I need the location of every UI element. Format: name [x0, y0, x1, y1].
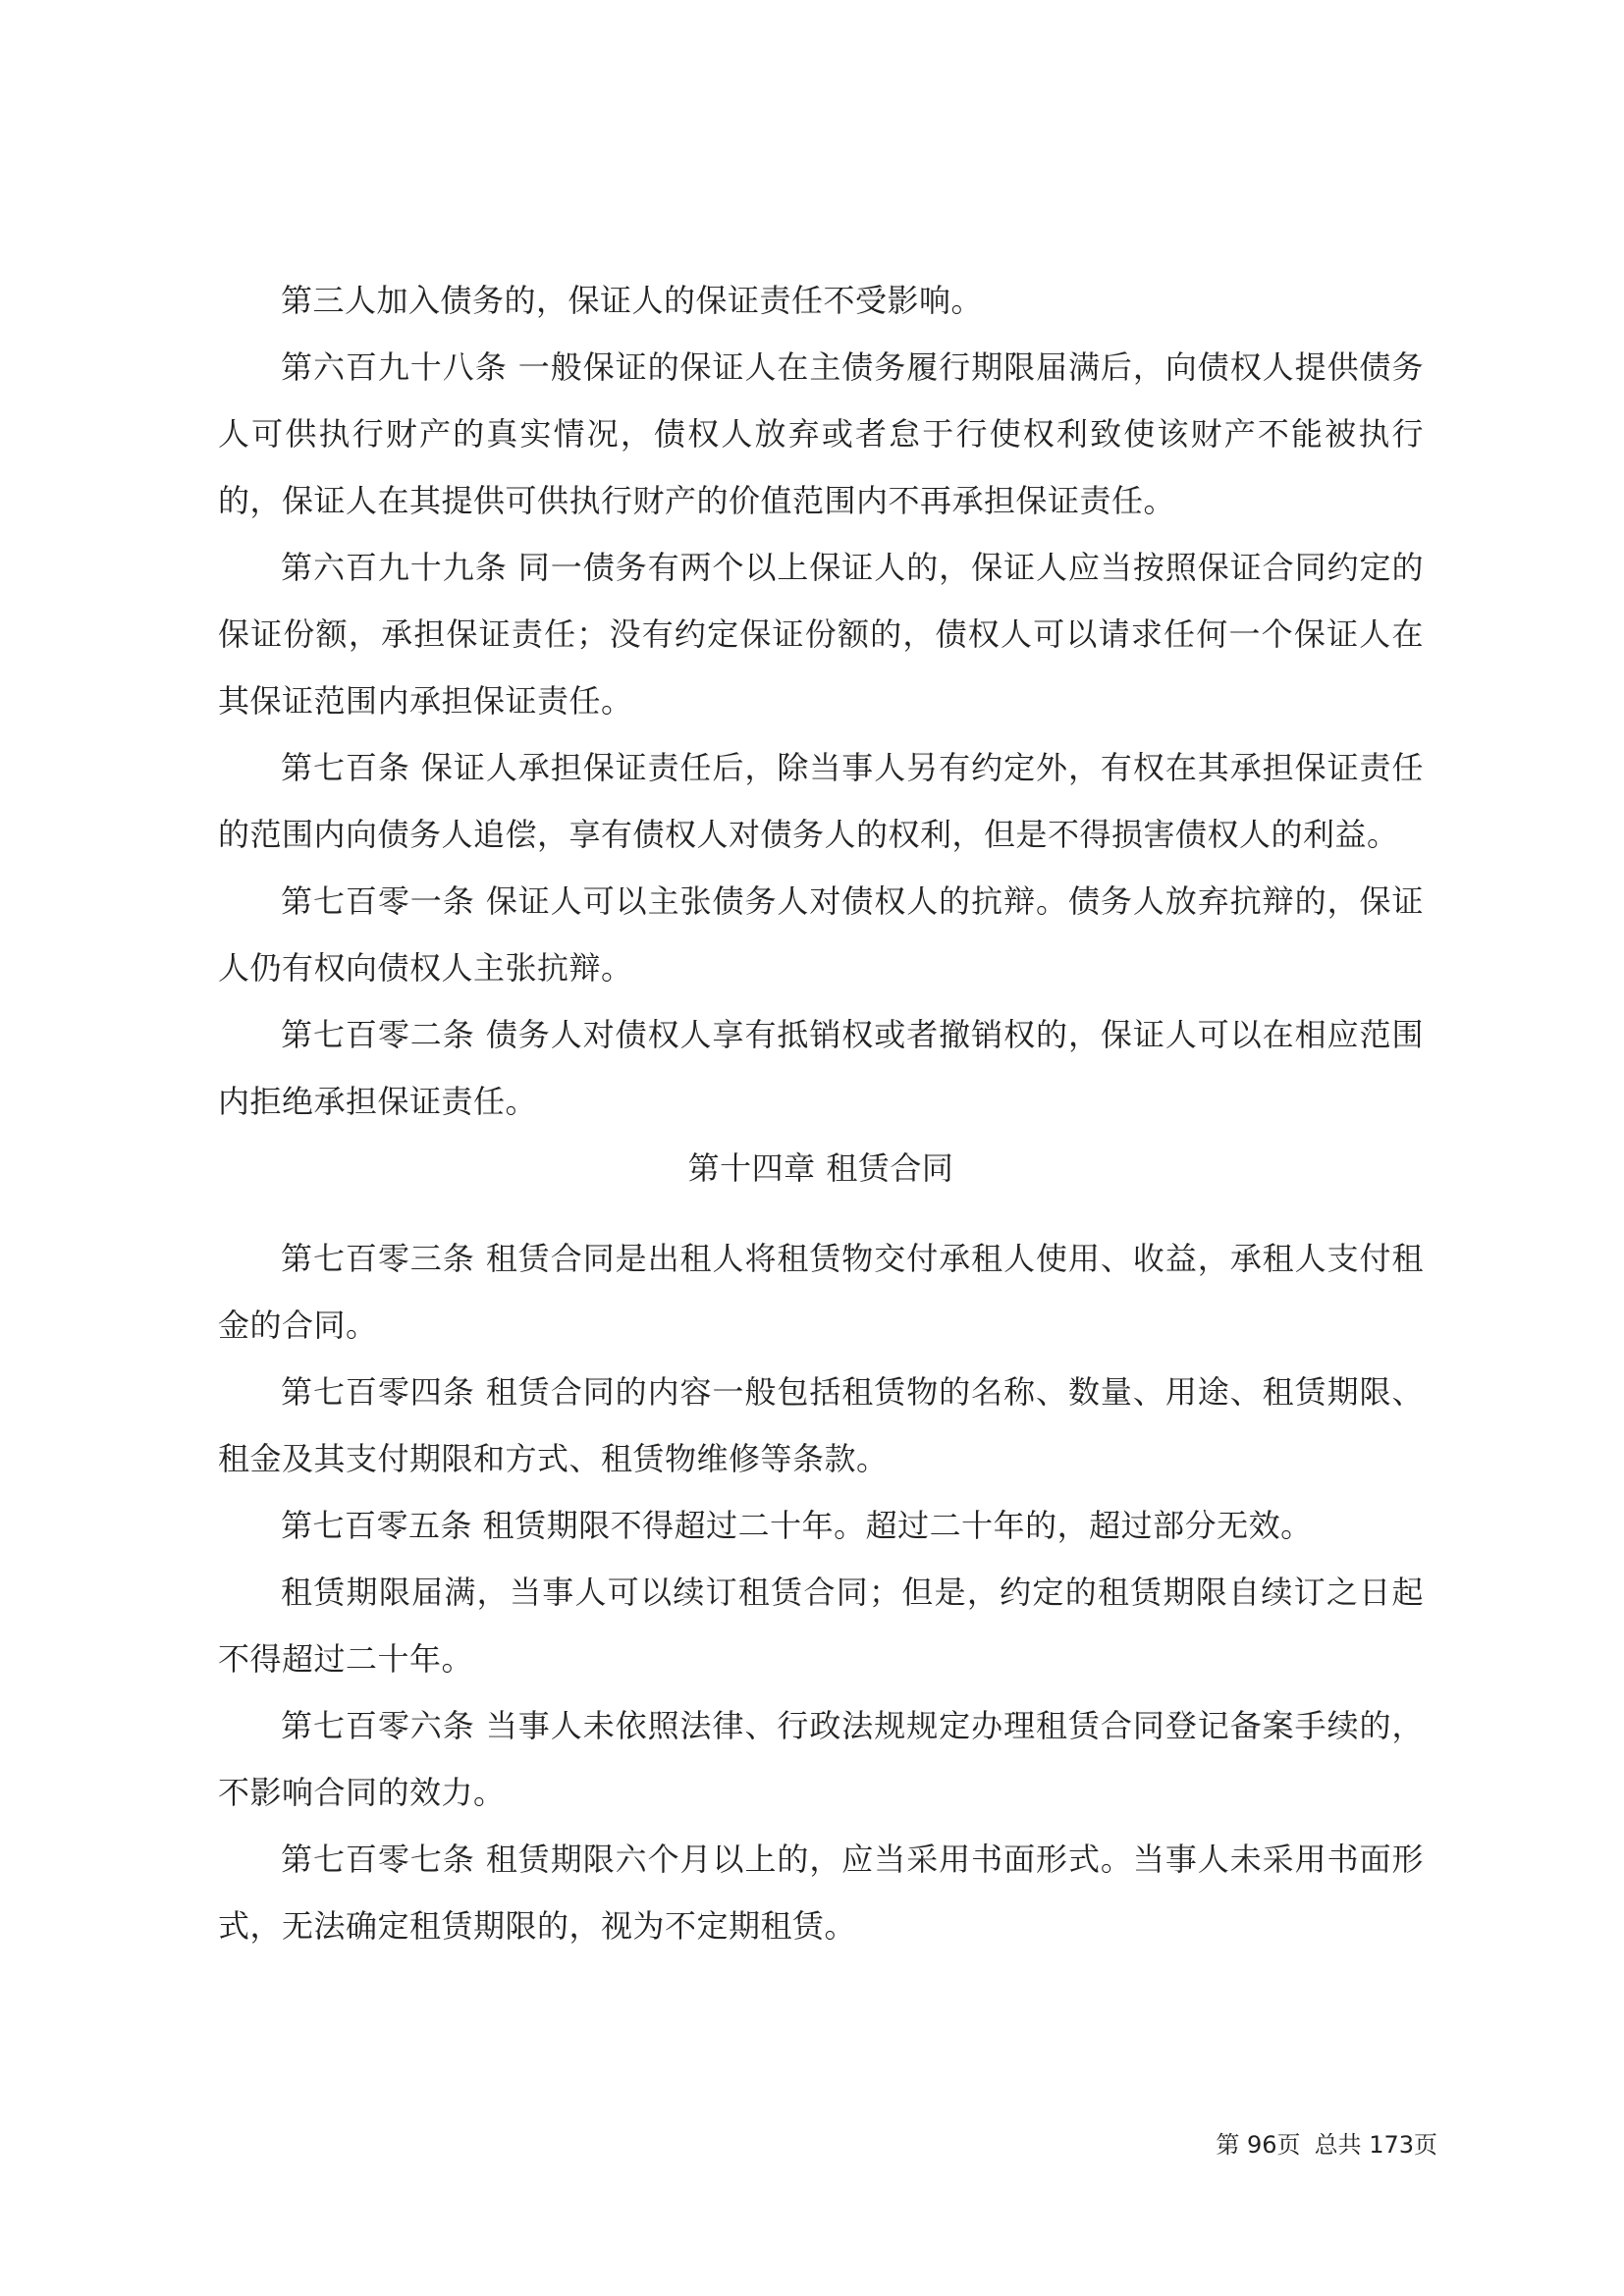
article-702: 第七百零二条 债务人对债权人享有抵销权或者撤销权的，保证人可以在相应范围内拒绝承担保证责任。	[218, 1016, 1424, 1120]
page-footer	[1216, 2125, 1437, 2160]
page-body	[218, 267, 1424, 1959]
article-700: 第七百条 保证人承担保证责任后，除当事人另有约定外，有权在其承担保证责任的范围内向债务人追偿，享有债权人对债务人的权利，但是不得损害债权人的利益。	[218, 749, 1424, 853]
article-701: 第七百零一条 保证人可以主张债务人对债权人的抗辩。债务人放弃抗辩的，保证人仍有权向债权人主张抗辩。	[218, 882, 1424, 987]
article-705: 第七百零五条 租赁期限不得超过二十年。超过二十年的，超过部分无效。	[281, 1507, 1313, 1544]
article-704: 第七百零四条 租赁合同的内容一般包括租赁物的名称、数量、用途、租赁期限、租金及其支付期限和方式、租赁物维修等条款。	[218, 1373, 1424, 1477]
chapter-heading: 第十四章 租赁合同	[687, 1149, 954, 1187]
article-707: 第七百零七条 租赁期限六个月以上的，应当采用书面形式。当事人未采用书面形式，无法确定租赁期限的，视为不定期租赁。	[218, 1841, 1424, 1945]
paragraph: 第三人加入债务的，保证人的保证责任不受影响。	[281, 282, 984, 319]
total-pages: 总共 173页	[1314, 2131, 1437, 2159]
paragraph: 租赁期限届满，当事人可以续订租赁合同；但是，约定的租赁期限自续订之日起不得超过二十年。	[218, 1574, 1424, 1678]
article-703: 第七百零三条 租赁合同是出租人将租赁物交付承租人使用、收益，承租人支付租金的合同。	[218, 1240, 1424, 1344]
article-698: 第六百九十八条 一般保证的保证人在主债务履行期限届满后，向债权人提供债务人可供执行财产的真实情况，债权人放弃或者怠于行使权利致使该财产不能被执行的，保证人在其提供可供执行财产的价值范围内不再承担保证责任。	[218, 348, 1424, 519]
page-number: 第 96页	[1216, 2131, 1301, 2159]
article-706: 第七百零六条 当事人未依照法律、行政法规规定办理租赁合同登记备案手续的，不影响合同的效力。	[218, 1707, 1424, 1811]
article-699: 第六百九十九条 同一债务有两个以上保证人的，保证人应当按照保证合同约定的保证份额，承担保证责任；没有约定保证份额的，债权人可以请求任何一个保证人在其保证范围内承担保证责任。	[218, 549, 1424, 720]
